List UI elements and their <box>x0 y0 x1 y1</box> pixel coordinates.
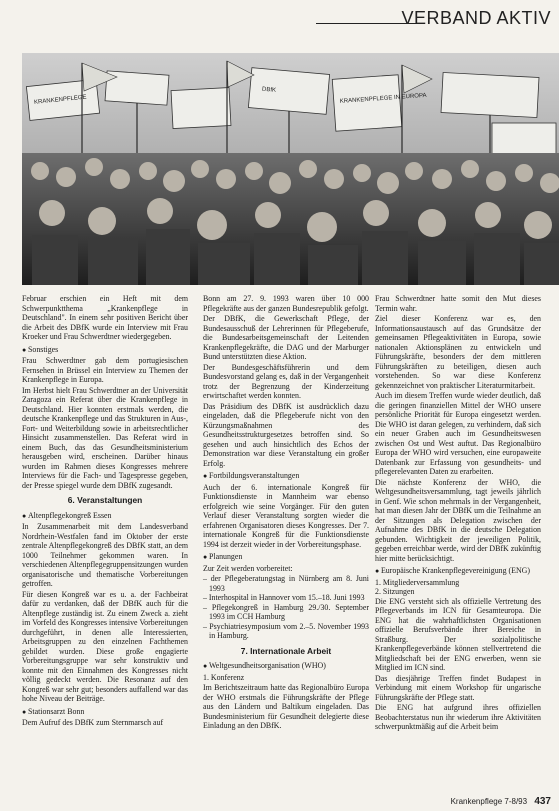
paragraph: Der Bundesgeschäftsführerin und dem Bundesvorstand gelang es, daß in der Vergangenheit trotz der Begrenzung der Kinderzeitung erwirtschaftet werden konnten. <box>203 362 369 400</box>
demonstration-photo-graphic <box>22 53 559 285</box>
list-item: – der Pflegeberatungstag in Nürnberg am 8. Juni 1993 <box>203 574 369 593</box>
subheading-sternmarsch: ● Stationsarzt Bonn <box>22 707 188 718</box>
paragraph: Das diesjährige Treffen findet Budapest in Verbindung mit einem Workshop für ungarische Führungskräfte der Pflege statt. <box>375 673 541 702</box>
paragraph: Ziel dieser Konferenz war es, den Informationsaustausch auf das Grundsätze der gemeinsamen Pflegeaktivitäten in Europa, sowie nationalen Aktionsplänen zu entwickeln und Führungskräfte, besonders der dem mittleren Führungskräften zu beteiligen, diesen auch vorstehenden. So war diese Konferenz gekennzeichnet von praktischer Literaturmitarbeit. <box>375 314 541 390</box>
section-title: VERBAND AKTIV <box>401 8 551 28</box>
text-column-1 <box>22 294 188 729</box>
section-heading-veranstaltungen: 6. Veranstaltungen <box>67 495 143 505</box>
paragraph: 1. Konferenz <box>203 672 245 682</box>
page-footer <box>451 796 551 807</box>
paragraph: Für diesen Kongreß war es u. a. der Fachbeirat dafür zu verdanken, daß der DBfK auch für die Altenpflege zuständig ist. Zu einem Zweck a. zieht im Vorfeld des Kongresses intensive Vorbereitungen durchgeführt, in denen alle Interessierten, Arbeitsgruppen zu den einzelnen Fachthemen gebildet wurden. Diese große engagierte Vorbereitungsgruppe war sehr konstruktiv und konnte mit den Einnahmen des Kongresses nicht völlig gedeckt werden. Die Resonanz auf den Kongreß war sehr gut; besonders auffallend war das hohe Niveau der Beiträge. <box>22 589 188 703</box>
paragraph: Die ENG hat aufgrund ihres offiziellen Beobachterstatus nun ihr wiederum ihre Aktivitäten schwerpunktmäßig auf die Arbeit beim <box>375 703 541 731</box>
subheading-fortbildung: ● Fortbildungsveranstaltungen <box>203 471 369 482</box>
list-item: – Psychiatriesymposium vom 2.–5. November 1993 in Hamburg. <box>203 621 369 640</box>
section-heading-internationale-arbeit: 7. Internationale Arbeit <box>240 645 332 656</box>
banner-text-1: KRANKENPFLEGE <box>33 94 87 106</box>
subheading-altenpflegekongress: ● Altenpflegekongreß Essen <box>22 511 188 522</box>
event-list <box>203 574 369 641</box>
page-header <box>0 0 559 50</box>
paragraph: Zur Zeit werden vorbereitet: <box>203 563 293 573</box>
paragraph: Im Berichtszeitraum hatte das Regionalbüro Europa der WHO erstmals die Führungskräfte der Pflege aus den Ländern und Baltikum eingeladen. Das Bundesministerium für Gesundheit delegierte diese Einladung an den DBfK. <box>203 683 369 730</box>
list-item: – Pflegekongreß in Hamburg 29./30. September 1993 im CCH Hamburg <box>203 602 369 621</box>
subheading-eng: ● Europäische Krankenpflegevereinigung (ENG) <box>375 566 541 577</box>
subheading-planungen: ● Planungen <box>203 552 369 563</box>
banner-text-3: KRANKENPFLEGE IN EUROPA <box>339 92 427 105</box>
paragraph: Im Herbst hielt Frau Schwerdtner an der Universität Zaragoza ein Referat über die Krankenpflege in Deutschland. Hier konnten erstmals werden, die deutsche Krankenpflege und das Strukturen in Aus-, Fort- und Weiterbildung sowie in arbeitsrechtlicher Hinsicht zusammenstellen. Das Referat wird in einem Buch, das das Gesundheitsministerium herausgeben wird, erscheinen. Darüber hinaus wurden im Rahmen dieses Kongresses mehrere Interviews für die Fach- und Tagespresse gegeben, der Presse spiegel wurde dem DBfK zugesandt. <box>22 385 188 490</box>
paragraph: Die ENG versteht sich als offizielle Vertretung des Pflegeverbands im ICN für Gesamteuropa. Die ENG hat die wahrhaftlichsten Organisationen offizielle Berufsverbände ihrer Bereiche in Straßburg. Der sozialpolitische Krankenpflegeverbände können stellvertretend die Mitgliedschaft bei der ENG erwerben, wenn sie Mitglied im ICN sind. <box>375 596 541 672</box>
paragraph: In Zusammenarbeit mit dem Landesverband Nordrhein-Westfalen fand im Oktober der erste zentrale Altenpflegekongreß des DBfK statt, an dem 1000 Teilnehmer gekommen waren. In verschiedenen Altenpflegegruppensitzungen wurden organisatorische und thematische Vorbereitungen getroffen. <box>22 522 188 588</box>
paragraph: Der DBfK, die Gewerkschaft Pflege, der Bundesausschuß der Lehrerinnen für Pflegeberufe, die Bundesarbeitsgemeinschaft der Leitenden Krankenpflegekräfte, die DAG und der Marburger Bund unterstützten diese Aktion. <box>203 314 369 361</box>
page-number: 437 <box>534 796 551 807</box>
list-item: – Interhospital in Hannover vom 15.–18. Juni 1993 <box>203 593 365 602</box>
paragraph: Frau Schwerdtner hatte somit den Mut dieses Termin wahr. <box>375 294 541 313</box>
journal-name: Krankenpflege 7-8/93 <box>450 797 528 806</box>
paragraph: Auch der 6. internationale Kongreß für Funktionsdienste in Mannheim war ebenso erfolgreich wie seine Vorgänger. Für den guten Verlauf dieser Veranstaltung sorgten wieder die erfahrenen Organisatoren dieses Kongresses. Der 7. internationale Kongreß für die Funktionsdienste 1994 ist derzeit wieder in der Vorbereitungsphase. <box>203 482 369 549</box>
list-item: 1. Mitgliederversammlung <box>375 577 460 587</box>
paragraph: Dem Aufruf des DBfK zum Sternmarsch auf <box>22 718 164 727</box>
list-item: 2. Sitzungen <box>375 587 415 596</box>
banner-text-2: DBfK <box>261 86 277 94</box>
paragraph: Die nächste Konferenz der WHO, die Weltgesundheitsversammlung, tagt jeweils jährlich in Genf. Wie schon mehrmals in der Vergangenheit, hat man diesen Jahr der DBfK um die Teilnahme an der Sitzungen als Delegation zwischen der Aufnahme des DBfK in die deutsche Delegation gebunden. Wichtigkeit der jeweiligen Politik, gegeben erreichbar werde, wird der DBfK zukünftig hier mitte berücksichtigt. <box>375 477 541 563</box>
text-column-2 <box>203 294 369 732</box>
subheading-who: ● Weltgesundheitsorganisation (WHO) <box>203 661 369 672</box>
eng-list <box>375 578 541 597</box>
paragraph: Das Präsidium des DBfK ist ausdrücklich dazu eingeladen, daß die Pflegeberufe nicht von den Kürzungsmaßnahmen des Gesundheitsstrukturgesetzes betroffen sind. So gesehen und auch hinsichtlich des Echos der Demonstration war diese Veranstaltung ein großer Erfolg. <box>203 401 369 468</box>
text-column-3 <box>375 294 541 733</box>
paragraph: Februar erschien ein Heft mit dem Schwerpunktthema „Krankenpflege in Deutschland". In einem sehr positiven Bericht über die Arbeit des DBfK wurde ein Interview mit Frau Kroeker und Frau Schwerdtner wiedergegeben. <box>22 294 188 341</box>
subheading-sonstiges: ● Sonstiges <box>22 345 188 356</box>
demonstration-photo <box>22 53 559 285</box>
paragraph: Auch im diesem Treffen wurde wieder deutlich, daß die geringen finanziellen Mittel der WHO unsere persönliche Priorität für Europa eingesetzt werden. Die WHO ist daran gelegen, zu verhindern, daß sich ein neuer Graben auch im Gesundheitswesen zwischen Ost und West auftut. Das Regionalbüro Europa der WHO wird versuchen, eine europaweite Datenbank zur Erfassung von gesundheits- und pflegerelevanten Daten zu erarbeiten. <box>375 391 541 476</box>
paragraph: Bonn am 27. 9. 1993 waren über 10 000 Pflegekräfte aus der ganzen Bundesrepublik gefolgt. <box>203 294 369 313</box>
paragraph: Frau Schwerdtner gab dem portugiesischen Fernsehen in Brüssel ein Interview zu Themen der Krankenpflege in Europa. <box>22 356 188 384</box>
